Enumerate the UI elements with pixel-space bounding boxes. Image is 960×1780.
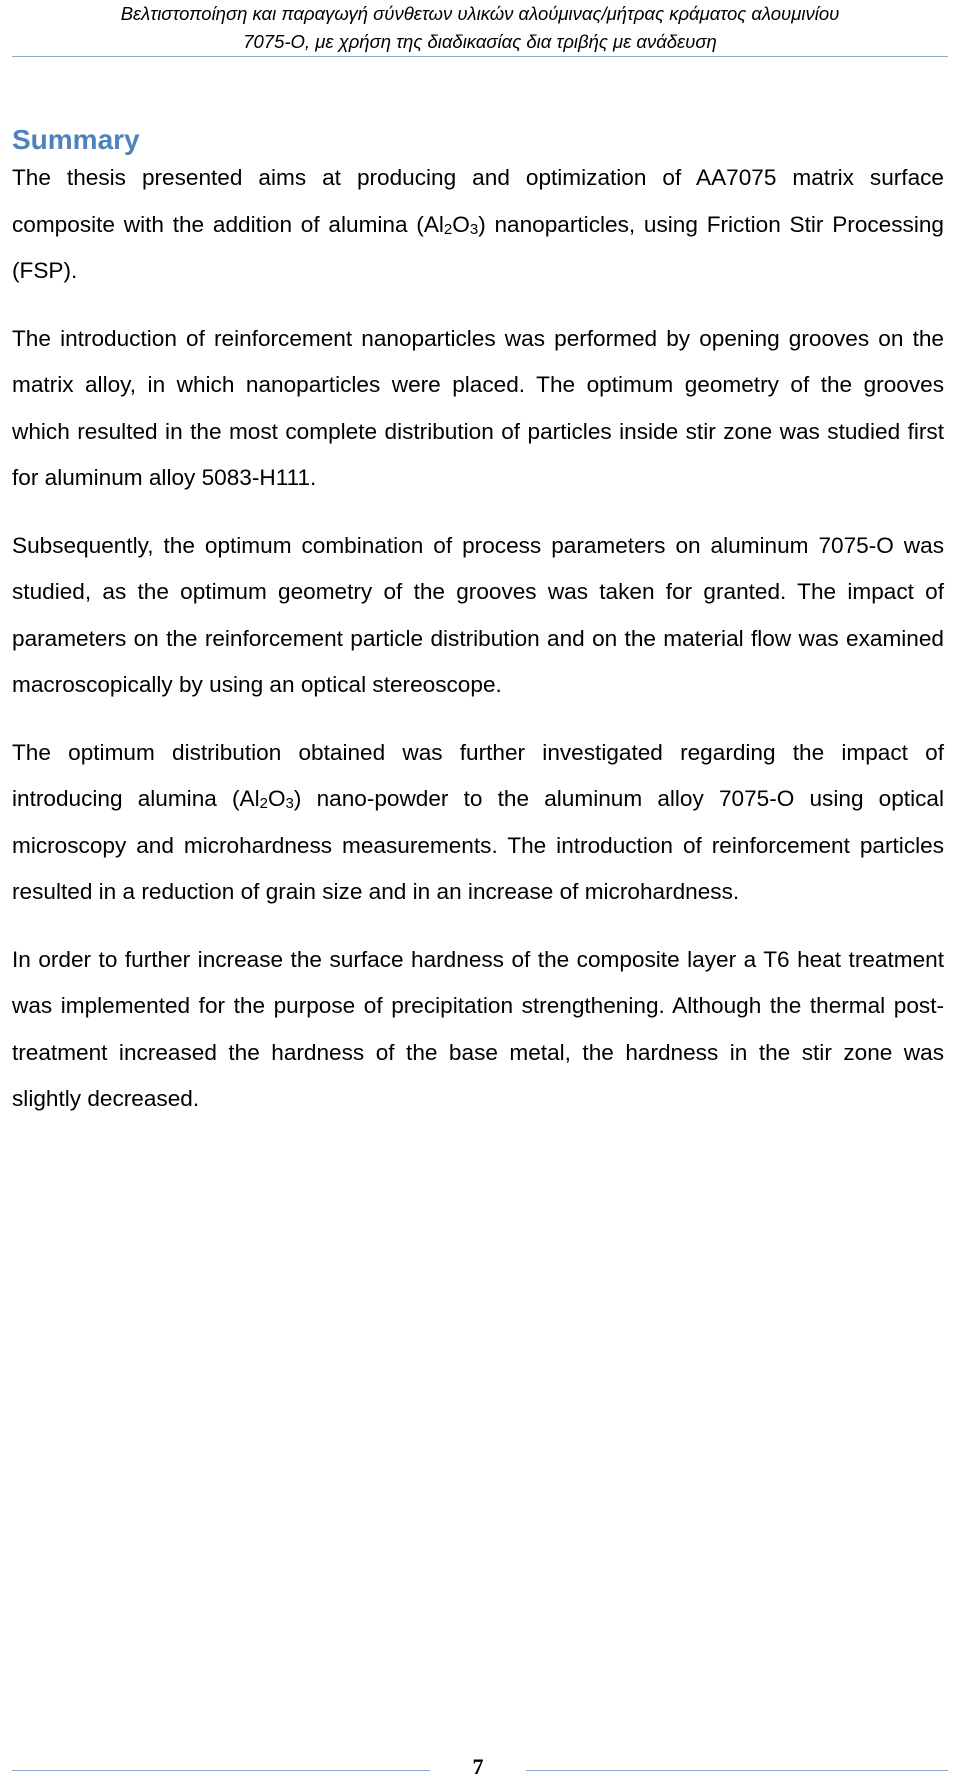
subscript-3: 3 <box>469 220 479 238</box>
paragraph-3: Subsequently, the optimum combination of process parameters on aluminum 7075-O was studied, as the optimum geometry of the grooves was taken for granted. The impact of parameters on the reinforcement particle distribution and on the material flow was examined macroscopically by using an optical stereoscope. <box>12 532 944 697</box>
paragraph-1-text-a: The thesis presented aims at producing and optimization of AA7075 matrix surface composite with the addition of alumina (Al <box>12 165 944 237</box>
header-title-line-2: 7075-O, με χρήση της διαδικασίας δια τριβής με ανάδευση <box>243 31 717 52</box>
paragraph-4-text-a: The optimum distribution obtained was further investigated regarding the impact of introducing alumina (Al <box>12 739 944 811</box>
footer-divider-left <box>12 1770 430 1771</box>
section-title: Summary <box>12 124 140 155</box>
subscript-2: 2 <box>259 795 268 812</box>
header-divider <box>12 56 948 57</box>
paragraph-4 <box>12 730 944 916</box>
page-number: 7 <box>472 1754 484 1779</box>
paragraph-1 <box>12 155 944 295</box>
running-header <box>0 0 960 56</box>
page-body <box>12 122 944 1144</box>
paragraph-1-text-c: ) nanoparticles, using Friction Stir Processing (FSP). <box>12 211 944 283</box>
page-footer <box>12 1752 948 1780</box>
paragraph-5: In order to further increase the surface hardness of the composite layer a T6 heat treatment was implemented for the purpose of precipitation strengthening. Although the thermal post-treatment increased the hardness of the base metal, the hardness in the stir zone was slightly decreased. <box>12 946 944 1111</box>
paragraph-2: The introduction of reinforcement nanoparticles was performed by opening grooves on the matrix alloy, in which nanoparticles were placed. The optimum geometry of the grooves which resulted in the most complete distribution of particles inside stir zone was studied first for aluminum alloy 5083-H111. <box>12 325 944 490</box>
subscript-2: 2 <box>443 220 453 238</box>
paragraph-1-text-b: O <box>452 211 470 237</box>
footer-divider-right <box>526 1770 948 1771</box>
paragraph-4-text-b: O <box>267 786 286 811</box>
subscript-3: 3 <box>285 795 294 812</box>
header-title-line-1: Βελτιστοποίηση και παραγωγή σύνθετων υλικών αλούμινας/μήτρας κράματος αλουμινίου <box>120 3 840 24</box>
paragraph-4-text-c: ) nano-powder to the aluminum alloy 7075-O using optical microscopy and microhardness measurements. The introduction of reinforcement particles resulted in a reduction of grain size and in an increase of microhardness. <box>12 786 944 904</box>
